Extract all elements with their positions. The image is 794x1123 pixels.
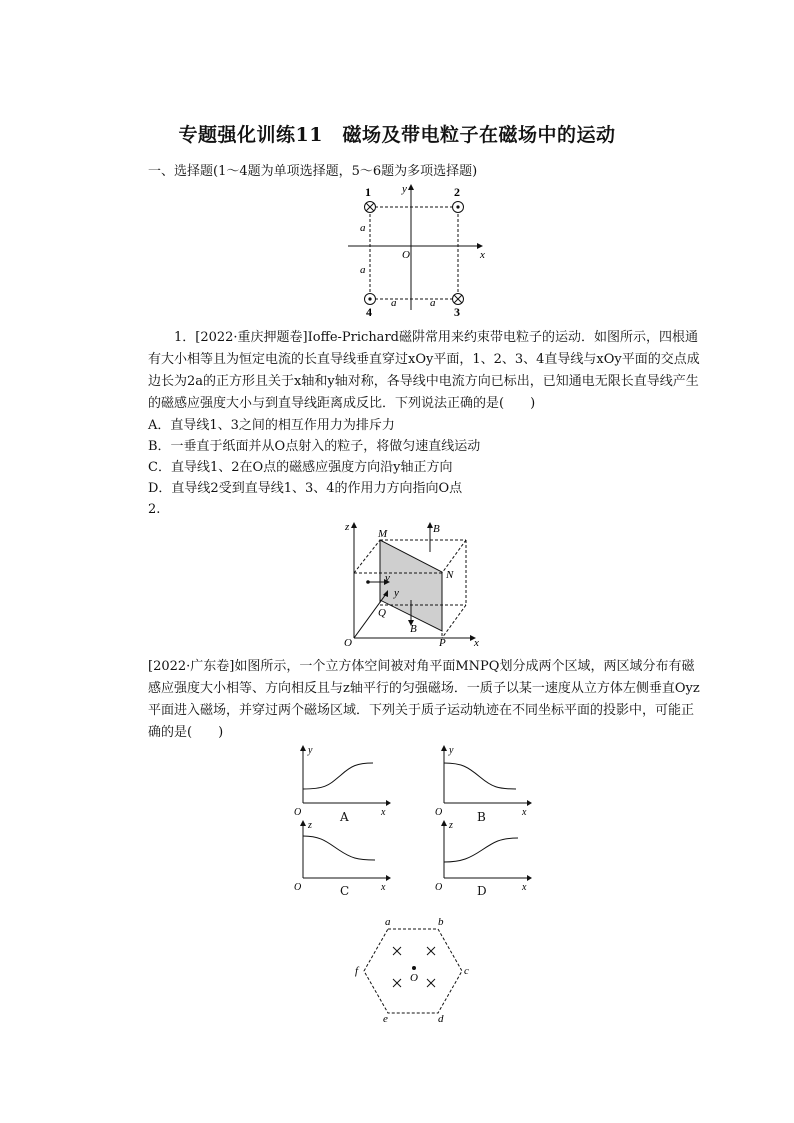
q1-figure — [340, 180, 490, 320]
graph-a-origin: O — [294, 807, 302, 818]
graph-b-axis-h: x — [522, 807, 527, 818]
section-heading: 一、选择题(1～4题为单项选择题，5～6题为多项选择题) — [148, 164, 478, 179]
wire-3-into-icon — [453, 294, 464, 305]
velocity-label: v — [385, 572, 390, 584]
graph-d-axis-v: z — [449, 820, 453, 831]
field-b-lower-label: B — [410, 623, 417, 635]
vertex-a-label: a — [385, 916, 391, 928]
page-title: 专题强化训练11 磁场及带电粒子在磁场中的运动 — [178, 124, 616, 146]
side-label-bottom-right: a — [430, 297, 436, 309]
wire-label-4: 4 — [366, 305, 372, 319]
q2-block — [148, 656, 704, 744]
vertex-d-label: d — [438, 1013, 444, 1023]
field-b-upper-label: B — [433, 523, 440, 535]
axis-y-label: y — [402, 183, 407, 195]
graph-b-axis-v: y — [449, 745, 454, 756]
vertex-e-label: e — [383, 1013, 388, 1023]
q3-hexagon-figure — [352, 915, 474, 1023]
vertex-c-label: c — [464, 965, 469, 977]
axis-x-label: x — [474, 637, 479, 648]
q2-cube-figure — [342, 518, 482, 648]
graph-c-axis-h: x — [381, 882, 386, 893]
vertex-p-label: P — [439, 637, 446, 648]
side-label-bottom-left: a — [391, 297, 397, 309]
q1-option-c: C．直导线1、2在O点的磁感应强度方向沿y轴正方向 — [148, 460, 453, 475]
axis-y-label: y — [394, 587, 399, 599]
q2-number: 2. — [148, 502, 161, 517]
graph-d-origin: O — [435, 882, 443, 893]
vertex-n-label: N — [446, 569, 454, 581]
origin-label: O — [402, 249, 410, 261]
q1-stem: 1．[2022·重庆押题卷]Ioffe-Prichard磁阱常用来约束带电粒子的运动．如图所示，四根通有大小相等且为恒定电流的长直导线垂直穿过xOy平面，1、2、3、4直导线与xOy平面的交点成边长为2a的正方形且关于x轴和y轴对称，各导线中电流方向已标出，已知通电无限长直导线产生的磁感应强度大小与到直导线距离成反比．下列说法正确的是( ) — [148, 330, 700, 411]
graph-d-axis-h: x — [522, 882, 527, 893]
graph-a-axis-v: y — [308, 745, 313, 756]
graph-c-axis-v: z — [308, 820, 312, 831]
vertex-b-label: b — [438, 916, 444, 928]
wire-2-out-icon — [453, 202, 464, 213]
q1-option-a: A．直导线1、3之间的相互作用力为排斥力 — [148, 418, 395, 433]
q1-option-d: D．直导线2受到直导线1、3、4的作用力方向指向O点 — [148, 481, 463, 496]
origin-label: O — [344, 637, 352, 648]
wire-label-2: 2 — [454, 185, 460, 199]
center-o-label: O — [410, 972, 418, 984]
graph-b-caption: B — [477, 810, 486, 824]
graph-a-axis-h: x — [381, 807, 386, 818]
vertex-m-label: M — [378, 528, 388, 540]
axis-z-label: z — [345, 521, 350, 533]
wire-label-3: 3 — [454, 305, 460, 319]
graph-c-origin: O — [294, 882, 302, 893]
wire-label-1: 1 — [365, 185, 371, 199]
graph-b-origin: O — [435, 807, 443, 818]
graph-d-caption: D — [477, 884, 487, 898]
q1-block — [148, 327, 704, 520]
vertex-q-label: Q — [378, 607, 386, 619]
axis-x-label: x — [480, 249, 485, 261]
side-label-left-bottom: a — [360, 264, 366, 276]
graph-a-caption: A — [340, 810, 349, 824]
vertex-f-label: f — [355, 965, 359, 977]
q1-option-b: B．一垂直于纸面并从O点射入的粒子，将做匀速直线运动 — [148, 439, 481, 454]
graph-c-caption: C — [340, 884, 350, 898]
side-label-left-top: a — [360, 222, 366, 234]
wire-1-into-icon — [365, 202, 376, 213]
wire-4-out-icon — [365, 294, 376, 305]
q2-stem: [2022·广东卷]如图所示，一个立方体空间被对角平面MNPQ划分成两个区域，两区域分布有磁感应强度大小相等、方向相反且与z轴平行的匀强磁场．一质子以某一速度从立方体左侧垂直Oyz平面进入磁场，并穿过两个磁场区域．下列关于质子运动轨迹在不同坐标平面的投影中，可能正确的是( ) — [148, 659, 700, 740]
